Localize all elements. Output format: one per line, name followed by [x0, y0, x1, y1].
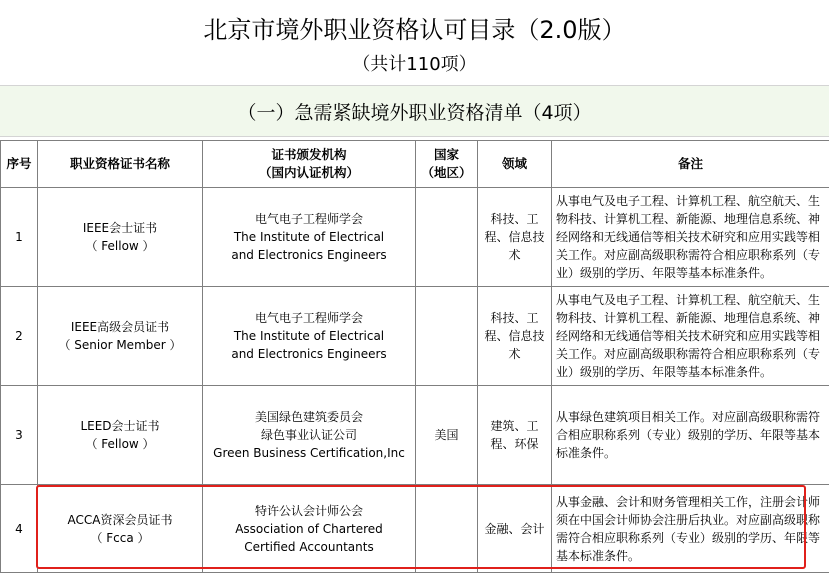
cell-remark: 从事电气及电子工程、计算机工程、航空航天、生物科技、计算机工程、新能源、地理信息系统、神经网络和无线通信等相关技术研究和应用实践等相关工作。对应副高级职称需符合相应职称系列（专业）级别的学历、年限等基本标准条件。	[552, 287, 829, 386]
org-cn-2: 绿色事业认证公司	[260, 428, 357, 442]
section-title: （一）急需紧缺境外职业资格清单（4项）	[237, 102, 592, 124]
cell-no: 1	[1, 188, 38, 287]
document-title: 北京市境外职业资格认可目录（2.0版）	[203, 16, 626, 44]
header-country	[416, 141, 478, 188]
org-cn: 美国绿色建筑委员会	[254, 410, 363, 424]
cell-org	[203, 485, 416, 573]
header-org	[203, 141, 416, 188]
cert-sub: （ Senior Member ）	[58, 338, 182, 352]
cell-country	[416, 287, 478, 386]
table-row	[1, 386, 829, 485]
header-org-line2: （国内认证机构）	[258, 165, 359, 180]
cell-no: 2	[1, 287, 38, 386]
cert-name: IEEE高级会员证书	[70, 320, 170, 334]
org-cn: 电气电子工程师学会	[254, 311, 363, 325]
org-en: Association of Chartered Certified Accountants	[235, 521, 383, 554]
qualification-table	[0, 140, 829, 573]
cell-no: 4	[1, 485, 38, 573]
cell-org	[203, 386, 416, 485]
section-header	[0, 86, 829, 137]
cert-name: LEED会士证书	[80, 419, 160, 433]
cert-name: ACCA资深会员证书	[67, 512, 173, 527]
org-cn: 电气电子工程师学会	[254, 212, 363, 226]
header-org-line1: 证书颁发机构	[271, 147, 347, 162]
org-cn: 特许公认会计师公会	[254, 503, 363, 518]
title-block	[0, 0, 829, 86]
org-en: The Institute of Electrical and Electronics Engineers	[231, 230, 387, 262]
table-row	[1, 485, 829, 573]
cell-country: 美国	[416, 386, 478, 485]
cell-remark: 从事绿色建筑项目相关工作。对应副高级职称需符合相应职称系列（专业）级别的学历、年限等基本标准条件。	[552, 386, 829, 485]
cell-remark: 从事电气及电子工程、计算机工程、航空航天、生物科技、计算机工程、新能源、地理信息系统、神经网络和无线通信等相关技术研究和应用实践等相关工作。对应副高级职称需符合相应职称系列（专业）级别的学历、年限等基本标准条件。	[552, 188, 829, 287]
cell-org	[203, 188, 416, 287]
cert-sub: （ Fellow ）	[85, 437, 155, 451]
cell-no: 3	[1, 386, 38, 485]
header-field: 领域	[478, 141, 552, 188]
org-en: The Institute of Electrical and Electronics Engineers	[231, 329, 387, 361]
cert-sub: （ Fcca ）	[90, 530, 150, 545]
cell-field: 科技、工程、信息技术	[478, 287, 552, 386]
header-remark: 备注	[552, 141, 829, 188]
cert-name: IEEE会士证书	[82, 221, 158, 235]
cell-field: 建筑、工程、环保	[478, 386, 552, 485]
cell-org	[203, 287, 416, 386]
cell-name	[38, 287, 203, 386]
cert-sub: （ Fellow ）	[85, 239, 155, 253]
cell-name	[38, 386, 203, 485]
cell-field: 金融、会计	[478, 485, 552, 573]
header-no: 序号	[1, 141, 38, 188]
table-row	[1, 287, 829, 386]
table-row	[1, 188, 829, 287]
header-name: 职业资格证书名称	[38, 141, 203, 188]
header-country-line1: 国家	[433, 147, 459, 162]
org-en: Green Business Certification,Inc	[213, 446, 405, 460]
header-country-line2: （地区）	[421, 165, 472, 180]
cell-country	[416, 188, 478, 287]
cell-remark: 从事金融、会计和财务管理相关工作，注册会计师须在中国会计师协会注册后执业。对应副高级职称需符合相应职称系列（专业）级别的学历、年限等基本标准条件。	[552, 485, 829, 573]
document-subtitle: （共计110项）	[352, 54, 477, 75]
cell-name	[38, 485, 203, 573]
cell-name	[38, 188, 203, 287]
header-row	[1, 141, 829, 188]
cell-field: 科技、工程、信息技术	[478, 188, 552, 287]
cell-country	[416, 485, 478, 573]
